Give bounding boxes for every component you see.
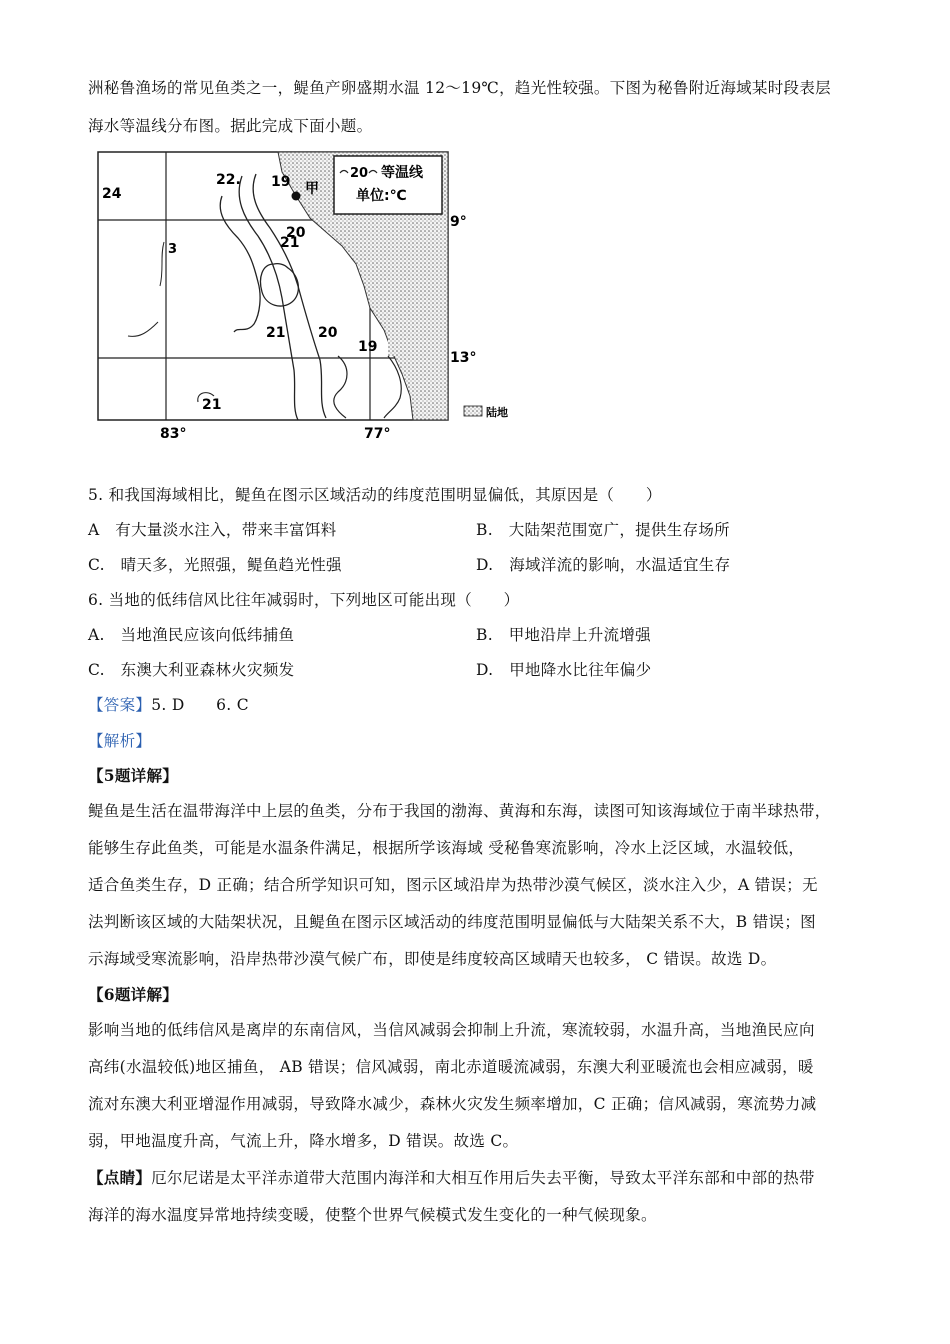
answer-line (88, 693, 249, 715)
lon-label: 83° (160, 426, 187, 442)
q6-option-d[interactable]: D. 甲地降水比往年偏少 (476, 661, 652, 679)
isotherm-21-line (220, 196, 260, 332)
q6-stem: 6. 当地的低纬信风比往年减弱时，下列地区可能出现（ ） (88, 591, 520, 609)
q5-detail-tag: 【5题详解】 (88, 766, 179, 785)
intro-line-2: 海水等温线分布图。据此完成下面小题。 (88, 117, 373, 135)
land-patch (388, 224, 446, 356)
answer-text: 5. D 6. C (151, 696, 249, 714)
isotherm-label: 20 (318, 325, 338, 341)
isotherm-20 (239, 176, 298, 420)
land-legend-label: 陆地 (486, 406, 508, 419)
note-line-2: 海洋的海水温度异常地持续变暖，使整个世界气候模式发生变化的一种气候现象。 (88, 1206, 657, 1224)
answer-tag: 【答案】 (88, 696, 152, 714)
point-jia-label: 甲 (305, 181, 319, 197)
q6-detail-line: 弱，甲地温度升高，气流上升，降水增多，D 错误。故选 C。 (88, 1132, 519, 1150)
q5-detail-line: 能够生存此鱼类，可能是水温条件满足，根据所学该海域 受秘鲁寒流影响，冷水上泛区域，水温较低， (88, 839, 805, 857)
legend-value: 20 (350, 166, 369, 181)
intro-line-1: 洲秘鲁渔场的常见鱼类之一，鳀鱼产卵盛期水温 12～19℃，趋光性较强。下图为秘鲁附近海域某时段表层 (88, 79, 831, 97)
q5-stem: 5. 和我国海域相比，鳀鱼在图示区域活动的纬度范围明显偏低，其原因是（ ） (88, 486, 662, 504)
isotherm-label: 21 (202, 397, 222, 413)
q5-option-c[interactable]: C. 晴天多，光照强，鳀鱼趋光性强 (88, 556, 342, 574)
isotherm-fragment (128, 322, 158, 336)
note-line-1 (88, 1166, 815, 1188)
isotherm-map (88, 146, 518, 446)
isotherm-label: 21 (266, 325, 286, 341)
q6-detail-line: 流对东澳大利亚增湿作用减弱，导致降水减少，森林火灾发生频率增加，C 正确；信风减弱，寒流势力减 (88, 1095, 817, 1113)
lon-label: 77° (364, 426, 391, 442)
q6-detail-tag: 【6题详解】 (88, 985, 179, 1004)
isotherm-label: 21 (280, 235, 300, 251)
land-legend-swatch (464, 406, 482, 416)
isotherm-label: 19 (358, 339, 378, 355)
q5-detail-line: 示海域受寒流影响，沿岸热带沙漠气候广布，即使是纬度较高区域晴天也较多， C 错误。故选 D。 (88, 950, 777, 968)
isotherm-label: 22. (216, 172, 241, 188)
isotherm-label: 19 (271, 174, 291, 190)
q5-detail-line: 鳀鱼是生活在温带海洋中上层的鱼类，分布于我国的渤海、黄海和东海，读图可知该海域位于南半球热带， (88, 802, 831, 820)
q6-detail-line: 影响当地的低纬信风是离岸的东南信风，当信风减弱会抑制上升流，寒流较弱，水温升高，当地渔民应向 (88, 1021, 815, 1039)
note-tag: 【点睛】 (88, 1168, 152, 1187)
isotherm-label: 3 (168, 242, 178, 257)
isotherm-label: 24 (102, 186, 122, 202)
lat-label: 13° (450, 350, 477, 366)
legend-unit: 单位:℃ (356, 188, 407, 204)
analysis-tag: 【解析】 (88, 732, 152, 750)
q5-option-d[interactable]: D. 海域洋流的影响，水温适宜生存 (476, 556, 731, 574)
lat-label: 9° (450, 214, 467, 230)
q6-detail-line: 高纬(水温较低)地区捕鱼， AB 错误；信风减弱，南北赤道暖流减弱，东澳大利亚暖流也会相应减弱，暖 (88, 1058, 814, 1076)
q5-detail-line: 适合鱼类生存，D 正确；结合所学知识可知，图示区域沿岸为热带沙漠气候区，淡水注入少，A 错误；无 (88, 876, 818, 894)
isotherm-3-line (160, 242, 164, 286)
q6-option-c[interactable]: C. 东澳大利亚森林火灾频发 (88, 661, 295, 679)
q5-option-a[interactable]: A 有大量淡水注入，带来丰富饵料 (88, 521, 337, 539)
legend-title: 等温线 (381, 165, 423, 181)
point-jia (292, 192, 301, 201)
note-text-1: 厄尔尼诺是太平洋赤道带大范围内海洋和大相互作用后失去平衡，导致太平洋东部和中部的热带 (151, 1169, 815, 1187)
q6-option-b[interactable]: B. 甲地沿岸上升流增强 (476, 626, 651, 644)
q5-detail-line: 法判断该区域的大陆架状况，且鳀鱼在图示区域活动的纬度范围明显偏低与大陆架关系不大，B 错误；图 (88, 913, 816, 931)
isotherm-19-south (334, 356, 347, 418)
q6-option-a[interactable]: A. 当地渔民应该向低纬捕鱼 (88, 626, 295, 644)
isotherm-label: 20 (286, 225, 306, 241)
q5-option-b[interactable]: B. 大陆架范围宽广，提供生存场所 (476, 521, 730, 539)
